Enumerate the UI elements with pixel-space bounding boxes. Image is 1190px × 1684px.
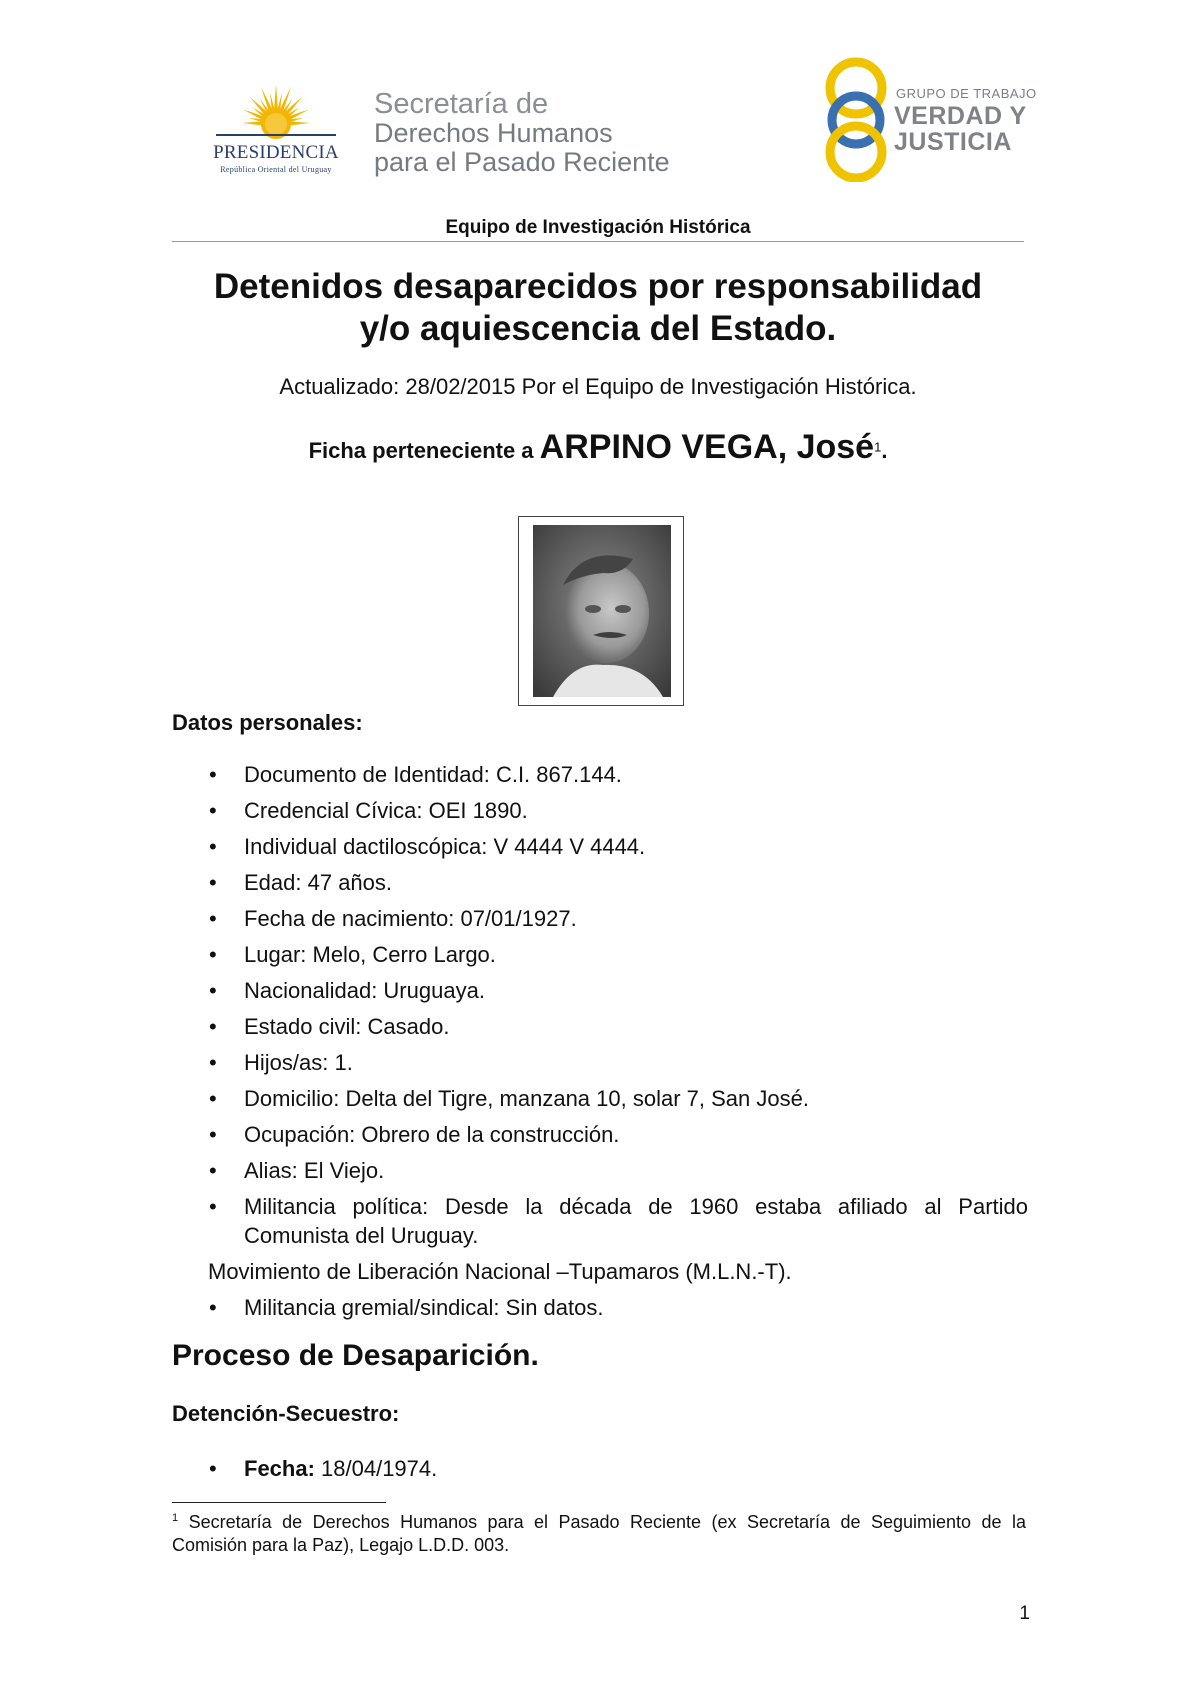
list-item	[172, 1293, 1028, 1322]
item-text: Individual dactiloscópica: V 4444 V 4444.	[244, 834, 646, 859]
ficha-line	[172, 428, 1024, 467]
vj-line-2: JUSTICIA	[894, 128, 1012, 156]
list-item	[172, 832, 1028, 861]
secretaria-line-2: Derechos Humanos	[374, 118, 613, 148]
item-text: Estado civil: Casado.	[244, 1014, 450, 1039]
item-text: Fecha de nacimiento: 07/01/1927.	[244, 906, 577, 931]
item-text: Nacionalidad: Uruguaya.	[244, 978, 485, 1003]
secretaria-wordmark	[374, 90, 670, 177]
list-item	[172, 904, 1028, 933]
fecha-list	[172, 1454, 1028, 1483]
bullet-icon: •	[209, 1158, 217, 1183]
list-item	[172, 868, 1028, 897]
item-text: Militancia política: Desde la década de 1960 estaba afiliado al Partido Comunista del Uruguay.	[244, 1194, 1028, 1248]
chain-rings-icon	[822, 56, 896, 182]
secretaria-line-1: Secretaría de	[374, 88, 549, 120]
list-item	[172, 1120, 1028, 1149]
verdad-justicia-logo	[822, 56, 1037, 182]
person-name: ARPINO VEGA, José	[539, 428, 875, 466]
bullet-icon: •	[209, 1456, 217, 1481]
item-text: Lugar: Melo, Cerro Largo.	[244, 942, 496, 967]
item-text: Documento de Identidad: C.I. 867.144.	[244, 762, 622, 787]
bullet-icon: •	[209, 1122, 217, 1147]
team-label: Equipo de Investigación Histórica	[445, 217, 751, 238]
bullet-icon: •	[209, 942, 217, 967]
item-text: Edad: 47 años.	[244, 870, 393, 895]
list-item	[172, 1454, 1028, 1483]
footnote-ref: 1	[874, 439, 882, 455]
bullet-icon: •	[209, 834, 217, 859]
item-text: Militancia gremial/sindical: Sin datos.	[244, 1295, 604, 1320]
sun-icon	[196, 78, 356, 142]
fecha-value: 18/04/1974.	[314, 1456, 438, 1481]
footnote	[172, 1507, 1026, 1557]
header-divider	[172, 241, 1024, 242]
vj-line-1: VERDAD Y	[894, 102, 1027, 130]
footnote-text: Secretaría de Derechos Humanos para el Pasado Reciente (ex Secretaría de Seguimiento de la Comisión para la Paz), Legajo L.D.D. 003.	[172, 1512, 1026, 1555]
ficha-prefix: Ficha perteneciente a	[308, 438, 540, 463]
fecha-label: Fecha:	[244, 1456, 315, 1481]
personal-data-heading: Datos personales:	[172, 710, 363, 735]
portrait-photo	[533, 525, 671, 697]
page-number: 1	[1019, 1603, 1030, 1624]
item-text: Hijos/as: 1.	[244, 1050, 353, 1075]
bullet-icon: •	[209, 978, 217, 1003]
footnote-number: 1	[172, 1512, 179, 1524]
bullet-icon: •	[209, 1194, 217, 1219]
list-item	[172, 1012, 1028, 1041]
militancia-continuation: Movimiento de Liberación Nacional –Tupamaros (M.L.N.-T).	[208, 1259, 792, 1284]
personal-data-list	[172, 760, 1028, 1322]
title-line-1: Detenidos desaparecidos por responsabilidad	[213, 267, 983, 306]
presidencia-logo	[196, 78, 356, 180]
list-item	[172, 1048, 1028, 1077]
footnote-divider	[172, 1502, 386, 1503]
list-item	[172, 1084, 1028, 1113]
item-text: Ocupación: Obrero de la construcción.	[244, 1122, 620, 1147]
bullet-icon: •	[209, 762, 217, 787]
title-line-2: y/o aquiescencia del Estado.	[359, 309, 837, 348]
bullet-icon: •	[209, 1295, 217, 1320]
section-heading-proceso: Proceso de Desaparición.	[172, 1339, 539, 1372]
bullet-icon: •	[209, 798, 217, 823]
ficha-end: .	[881, 438, 888, 463]
bullet-icon: •	[209, 1050, 217, 1075]
presidencia-subtitle: República Oriental del Uruguay	[220, 165, 332, 174]
list-item	[172, 796, 1028, 825]
list-item	[172, 1192, 1028, 1250]
vj-small-label: GRUPO DE TRABAJO	[896, 86, 1037, 101]
updated-line: Actualizado: 28/02/2015 Por el Equipo de Investigación Histórica.	[279, 374, 917, 399]
bullet-icon: •	[209, 906, 217, 931]
list-item	[172, 760, 1028, 789]
list-item	[172, 940, 1028, 969]
list-item	[172, 976, 1028, 1005]
item-text: Credencial Cívica: OEI 1890.	[244, 798, 528, 823]
bullet-icon: •	[209, 1014, 217, 1039]
portrait-photo-frame	[518, 516, 684, 706]
presidencia-wordmark: PRESIDENCIA	[213, 142, 339, 163]
bullet-icon: •	[209, 870, 217, 895]
item-text: Alias: El Viejo.	[244, 1158, 385, 1183]
bullet-icon: •	[209, 1086, 217, 1111]
document-title	[172, 266, 1024, 350]
list-item	[172, 1156, 1028, 1185]
item-text: Domicilio: Delta del Tigre, manzana 10, solar 7, San José.	[244, 1086, 809, 1111]
secretaria-line-3: para el Pasado Reciente	[374, 147, 670, 177]
subsection-heading-detencion: Detención-Secuestro:	[172, 1401, 400, 1426]
